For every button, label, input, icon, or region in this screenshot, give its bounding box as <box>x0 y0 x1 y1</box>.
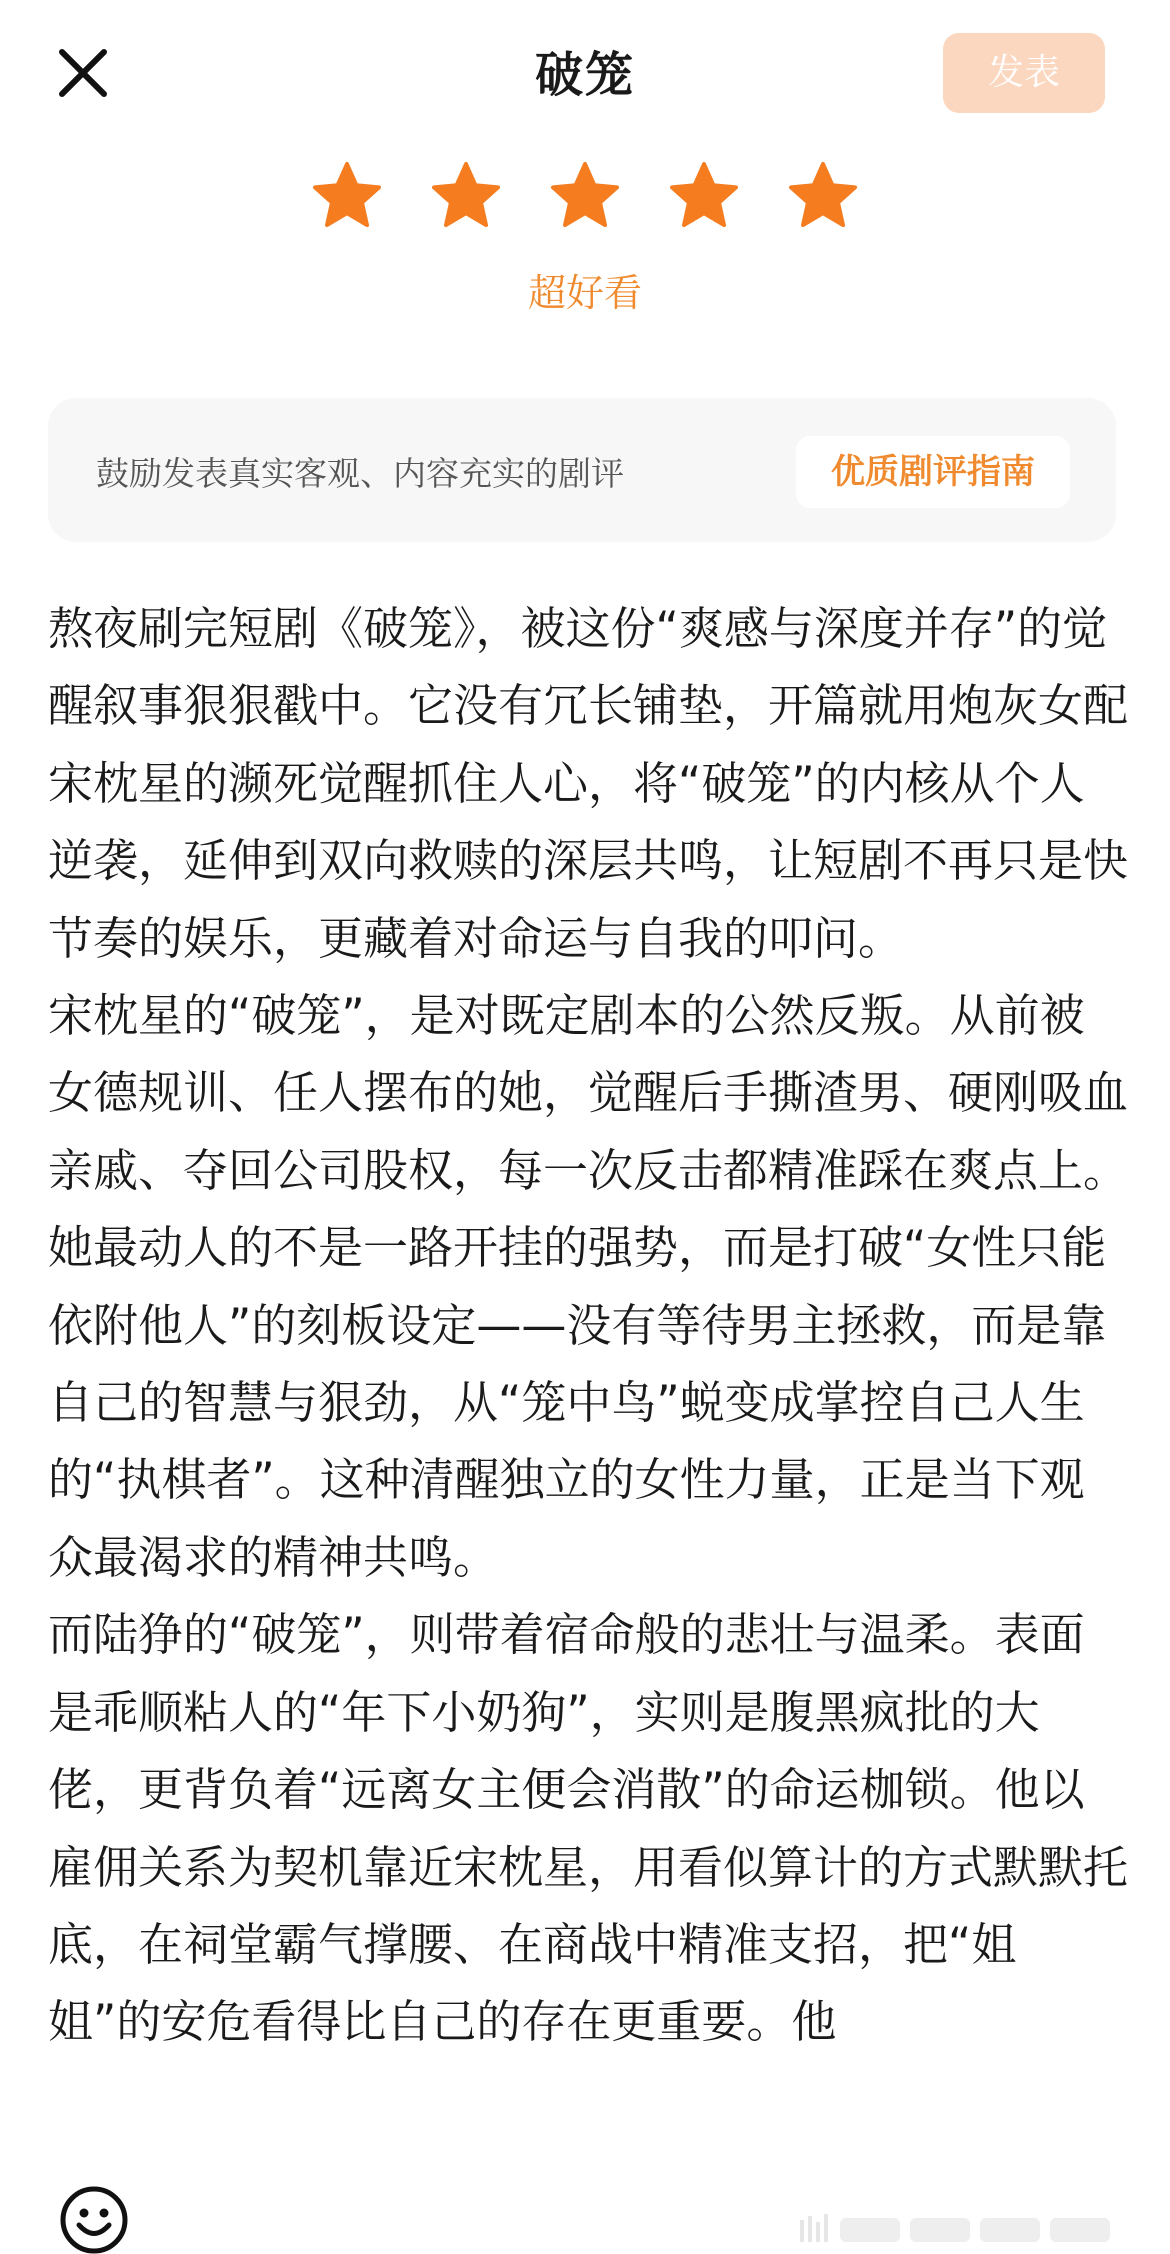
emoji-icon <box>58 2184 130 2254</box>
review-paragraph: 宋枕星的“破笼”，是对既定剧本的公然反叛。从前被女德规训、任人摆布的她，觉醒后手撕渣男、硬刚吸血亲戚、夺回公司股权，每一次反击都精准踩在爽点上。她最动人的不是一路开挂的强势，而是打破“女性只能依附他人”的刻板设定——没有等待男主拯救，而是靠自己的智慧与狠劲，从“笼中鸟”蜕变成掌控自己人生的“执棋者”。这种清醒独立的女性力量，正是当下观众最渴求的精神共鸣。 <box>48 989 1129 1584</box>
star-icon <box>787 160 859 232</box>
star-icon <box>430 160 502 232</box>
star-icon <box>668 160 740 232</box>
star-3[interactable] <box>549 160 621 232</box>
hint-text: 鼓励发表真实客观、内容充实的剧评 <box>96 454 624 493</box>
publish-button[interactable]: 发表 <box>943 33 1105 113</box>
top-bar <box>0 0 1170 150</box>
bottom-toolbar <box>0 2170 1170 2254</box>
review-text-area[interactable] <box>48 590 1128 2061</box>
review-hint-banner <box>48 398 1116 542</box>
star-4[interactable] <box>668 160 740 232</box>
emoji-button[interactable] <box>58 2184 130 2254</box>
star-5[interactable] <box>787 160 859 232</box>
star-rating <box>0 160 1170 232</box>
page-title: 破笼 <box>534 47 635 103</box>
review-paragraph: 熬夜刷完短剧《破笼》，被这份“爽感与深度并存”的觉醒叙事狠狠戳中。它没有冗长铺垫，开篇就用炮灰女配宋枕星的濒死觉醒抓住人心，将“破笼”的内核从个人逆袭，延伸到双向救赎的深层共鸣，让短剧不再只是快节奏的娱乐，更藏着对命运与自我的叩问。 <box>48 602 1129 965</box>
star-1[interactable] <box>311 160 383 232</box>
review-guide-button[interactable]: 优质剧评指南 <box>796 436 1070 508</box>
star-icon <box>311 160 383 232</box>
review-paragraph: 而陆狰的“破笼”，则带着宿命般的悲壮与温柔。表面是乖顺粘人的“年下小奶狗”，实则是腹黑疯批的大佬，更背负着“远离女主便会消散”的命运枷锁。他以雇佣关系为契机靠近宋枕星，用看似算计的方式默默托底，在祠堂霸气撑腰、在商战中精准支招，把“姐姐”的安危看得比自己的存在更重要。他 <box>48 1608 1129 2049</box>
watermark-logo <box>800 2210 1120 2250</box>
star-2[interactable] <box>430 160 502 232</box>
rating-label: 超好看 <box>527 271 642 315</box>
star-icon <box>549 160 621 232</box>
